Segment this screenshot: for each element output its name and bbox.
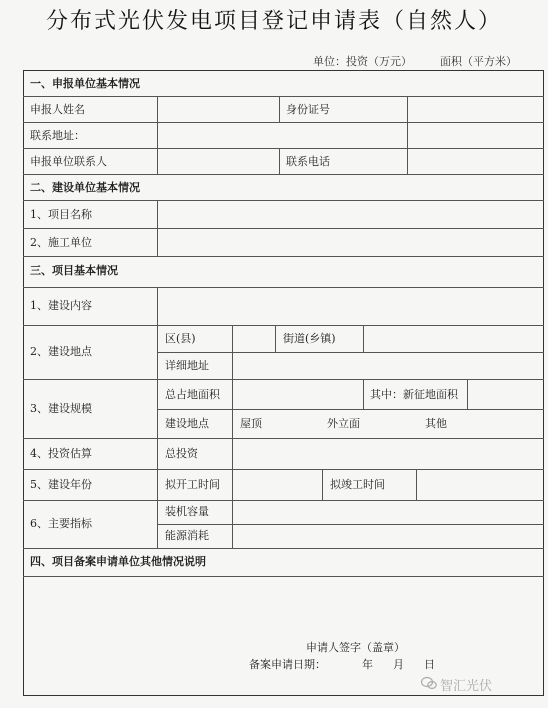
label-capacity: 装机容量 xyxy=(165,505,209,518)
col-divider xyxy=(232,379,233,438)
row-divider xyxy=(157,352,544,353)
row-divider xyxy=(23,287,544,288)
label-new-land: 其中：新征地面积 xyxy=(370,388,458,401)
label-scale: 3、建设规模 xyxy=(30,402,92,415)
label-day-unit: 日 xyxy=(424,658,435,671)
col-divider xyxy=(232,500,233,548)
row-divider xyxy=(23,576,544,577)
label-date: 备案申请日期： xyxy=(249,658,326,671)
col-divider xyxy=(363,325,364,352)
unit-area: 面积（平方米） xyxy=(440,55,517,68)
row-divider xyxy=(23,256,544,257)
unit-investment: 单位：投资（万元） xyxy=(313,55,412,68)
col-divider xyxy=(279,96,280,122)
label-energy: 能源消耗 xyxy=(165,529,209,542)
option-other: 其他 xyxy=(425,417,447,430)
row-divider xyxy=(23,174,544,175)
row-divider xyxy=(157,409,544,410)
label-applicant-name: 申报人姓名 xyxy=(30,103,85,116)
col-divider xyxy=(416,469,417,500)
section3-heading: 三、项目基本情况 xyxy=(30,264,118,277)
row-divider xyxy=(23,500,544,501)
label-street: 街道(乡镇) xyxy=(283,332,336,345)
label-year: 5、建设年份 xyxy=(30,478,92,491)
label-year-unit: 年 xyxy=(362,658,373,671)
row-divider xyxy=(23,438,544,439)
col-divider xyxy=(322,469,323,500)
label-location: 2、建设地点 xyxy=(30,345,92,358)
wechat-icon xyxy=(421,676,437,690)
col-divider xyxy=(407,96,408,174)
col-divider xyxy=(363,379,364,409)
row-divider xyxy=(23,122,544,123)
label-contact-person: 申报单位联系人 xyxy=(30,155,107,168)
label-month-unit: 月 xyxy=(393,658,404,671)
label-indicators: 6、主要指标 xyxy=(30,517,92,530)
col-divider xyxy=(232,352,233,379)
col-divider xyxy=(157,287,158,548)
row-divider xyxy=(23,148,544,149)
col-divider xyxy=(275,325,276,352)
label-total-investment: 总投资 xyxy=(165,447,198,460)
label-start-time: 拟开工时间 xyxy=(165,478,220,491)
row-divider xyxy=(23,548,544,549)
label-project-name: 1、项目名称 xyxy=(30,208,92,221)
row-divider xyxy=(23,96,544,97)
label-construction-unit: 2、施工单位 xyxy=(30,236,92,249)
row-divider xyxy=(157,524,544,525)
row-divider xyxy=(23,325,544,326)
col-divider xyxy=(232,325,233,352)
section2-heading: 二、建设单位基本情况 xyxy=(30,181,140,194)
label-build-site: 建设地点 xyxy=(165,417,209,430)
label-end-time: 拟竣工时间 xyxy=(330,478,385,491)
row-divider xyxy=(23,469,544,470)
section4-heading: 四、项目备案申请单位其他情况说明 xyxy=(30,555,206,568)
form-title: 分布式光伏发电项目登记申请表（自然人） xyxy=(45,9,502,34)
row-divider xyxy=(23,379,544,380)
label-investment: 4、投资估算 xyxy=(30,447,92,460)
col-divider xyxy=(467,379,468,409)
label-district: 区(县) xyxy=(165,332,196,345)
col-divider xyxy=(157,96,158,174)
label-id-number: 身份证号 xyxy=(286,103,330,116)
col-divider xyxy=(232,469,233,500)
row-divider xyxy=(23,228,544,229)
section1-heading: 一、申报单位基本情况 xyxy=(30,77,140,90)
option-facade: 外立面 xyxy=(327,417,360,430)
label-contact-phone: 联系电话 xyxy=(286,155,330,168)
label-total-area: 总占地面积 xyxy=(165,388,220,401)
label-detail-address: 详细地址 xyxy=(165,359,209,372)
col-divider xyxy=(279,148,280,174)
col-divider xyxy=(232,438,233,469)
col-divider xyxy=(157,200,158,256)
row-divider xyxy=(23,200,544,201)
label-content: 1、建设内容 xyxy=(30,299,92,312)
watermark-text: 智汇光伏 xyxy=(440,679,493,694)
option-roof: 屋顶 xyxy=(240,417,262,430)
label-address: 联系地址： xyxy=(30,129,85,142)
label-signature: 申请人签字（盖章） xyxy=(306,641,405,654)
